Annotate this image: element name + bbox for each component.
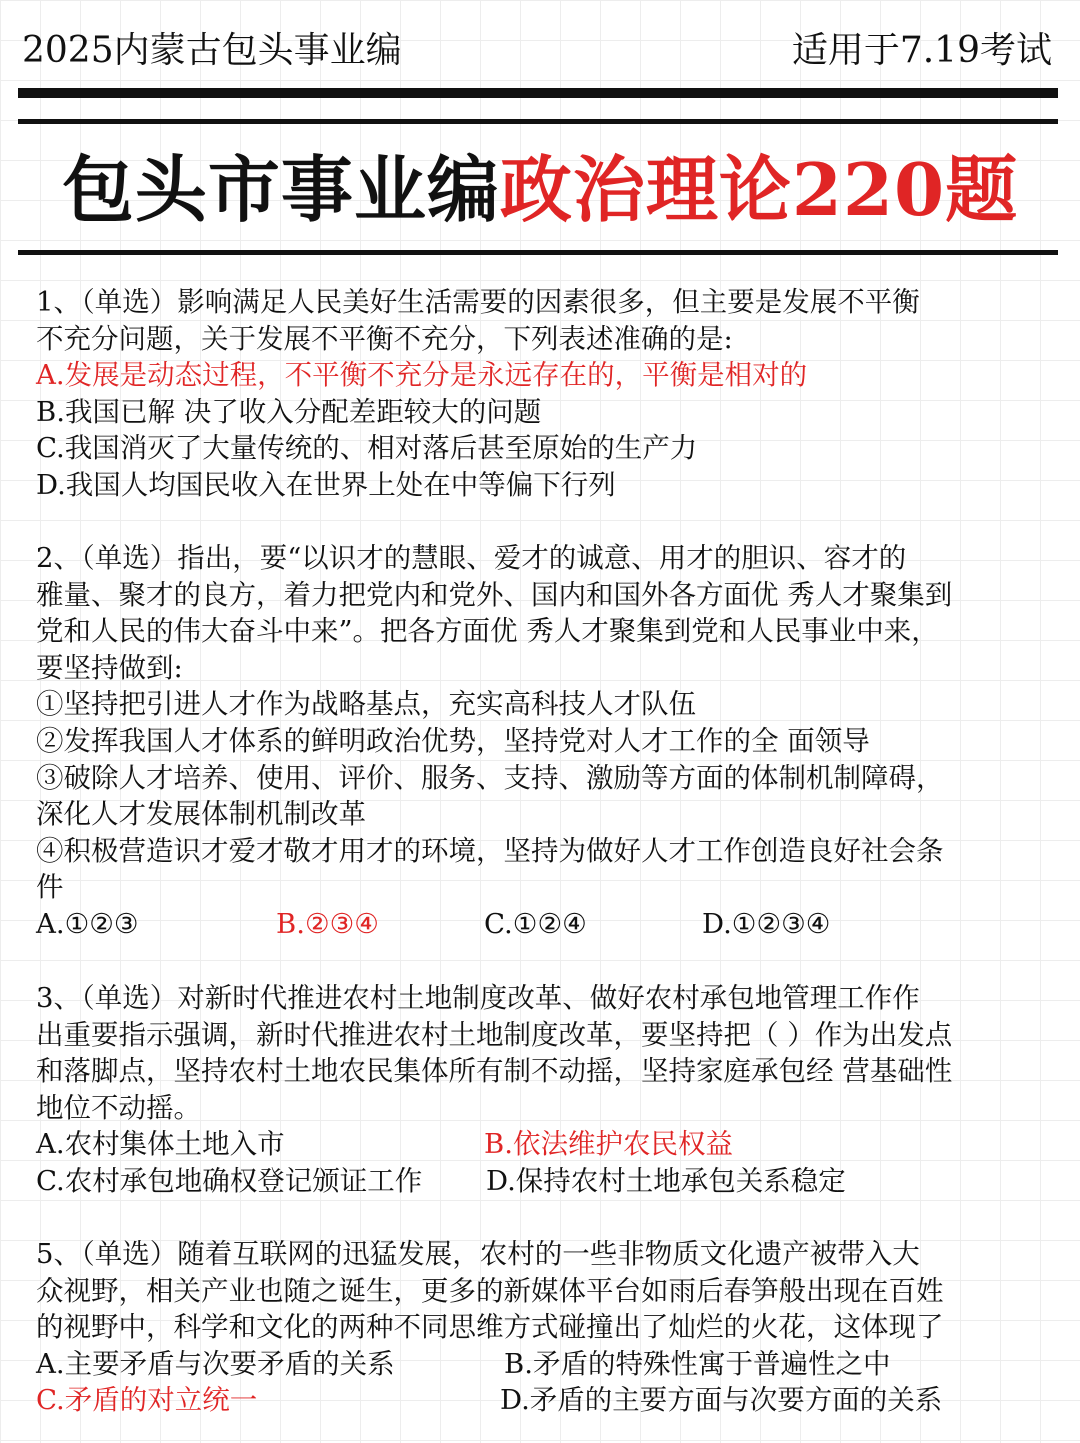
- question-2-line: 雅量、聚才的良方，着力把党内和党外、国内和国外各方面优 秀人才聚集到: [36, 578, 953, 611]
- question-2-line: 深化人才发展体制机制改革: [36, 798, 366, 831]
- question-3-option-c: C.农村承包地确权登记颁证工作: [36, 1164, 423, 1197]
- question-5-option-b: B.矛盾的特殊性寓于普遍性之中: [504, 1347, 891, 1380]
- question-2-options: [36, 906, 1050, 943]
- question-5-line: 的视野中，科学和文化的两种不同思维方式碰撞出了灿烂的火花，这体现了: [36, 1311, 944, 1344]
- question-3-options-row-1: [36, 1126, 1050, 1163]
- question-1-option-a: A.发展是动态过程，不平衡不充分是永远存在的，平衡是相对的: [36, 359, 808, 392]
- question-5-option-a: A.主要矛盾与次要矛盾的关系: [36, 1347, 395, 1380]
- header-left-text: 2025内蒙古包头事业编: [22, 30, 402, 71]
- question-2: [36, 540, 1050, 943]
- question-2-option-b: B.②③④: [276, 907, 379, 940]
- question-3-option-a: A.农村集体土地入市: [36, 1128, 285, 1161]
- question-3-line: 出重要指示强调，新时代推进农村土地制度改革，要坚持把（ ）作为出发点: [36, 1018, 953, 1051]
- question-2-option-a: A.①②③: [36, 907, 139, 940]
- question-3-line: 3、（单选）对新时代推进农村土地制度改革、做好农村承包地管理工作作: [36, 982, 920, 1014]
- question-2-option-d: D.①②③④: [702, 907, 831, 940]
- question-2-line: 2、（单选）指出，要“以识才的慧眼、爱才的诚意、用才的胆识、容才的: [36, 542, 907, 574]
- title-black-part: 包头市事业编: [61, 147, 500, 232]
- question-2-line: 要坚持做到:: [36, 651, 183, 684]
- question-1-line: 不充分问题，关于发展不平衡不充分，下列表述准确的是:: [36, 322, 733, 355]
- question-2-line: ②发挥我国人才体系的鲜明政治优势，坚持党对人才工作的全 面领导: [36, 724, 870, 757]
- question-3: [36, 980, 1050, 1200]
- question-1-option-c: C.我国消灭了大量传统的、相对落后甚至原始的生产力: [36, 432, 698, 465]
- question-5-option-d: D.矛盾的主要方面与次要方面的关系: [500, 1384, 943, 1417]
- divider-thick: [18, 88, 1058, 98]
- question-1-option-b: B.我国已解 决了收入分配差距较大的问题: [36, 395, 542, 428]
- page-title: [0, 140, 1080, 240]
- question-3-options-row-2: [36, 1163, 1050, 1200]
- question-5-option-c: C.矛盾的对立统一: [36, 1384, 258, 1417]
- divider-upper: [18, 119, 1058, 124]
- question-5-line: 众视野，相关产业也随之诞生，更多的新媒体平台如雨后春笋般出现在百姓: [36, 1274, 944, 1307]
- question-3-line: 和落脚点，坚持农村土地农民集体所有制不动摇，坚持家庭承包经 营基础性: [36, 1055, 953, 1088]
- question-1-line: 1、（单选）影响满足人民美好生活需要的因素很多，但主要是发展不平衡: [36, 286, 920, 318]
- divider-lower: [18, 250, 1058, 255]
- question-2-line: ③破除人才培养、使用、评价、服务、支持、激励等方面的体制机制障碍，: [36, 761, 944, 794]
- question-2-line: ①坚持把引进人才作为战略基点，充实高科技人才队伍: [36, 688, 696, 721]
- question-3-option-d: D.保持农村土地承包关系稳定: [486, 1164, 846, 1197]
- title-red-part: 政治理论220题: [499, 147, 1019, 232]
- question-3-option-b: B.依法维护农民权益: [484, 1128, 733, 1161]
- question-5: [36, 1236, 1050, 1419]
- question-5-line: 5、（单选）随着互联网的迅猛发展，农村的一些非物质文化遗产被带入大: [36, 1238, 920, 1270]
- header-bar: [22, 26, 1052, 76]
- question-5-options-row-1: [36, 1346, 1050, 1383]
- question-2-line: 党和人民的伟大奋斗中来”。把各方面优 秀人才聚集到党和人民事业中来，: [36, 615, 939, 648]
- question-2-line: 件: [36, 871, 64, 904]
- question-1: [36, 284, 1050, 504]
- question-3-line: 地位不动摇。: [36, 1091, 201, 1124]
- header-right-text: 适用于7.19考试: [791, 30, 1052, 71]
- question-1-option-d: D.我国人均国民收入在世界上处在中等偏下行列: [36, 468, 616, 501]
- question-2-line: ④积极营造识才爱才敬才用才的环境，坚持为做好人才工作创造良好社会条: [36, 834, 944, 867]
- question-5-options-row-2: [36, 1382, 1050, 1419]
- question-2-option-c: C.①②④: [484, 907, 587, 940]
